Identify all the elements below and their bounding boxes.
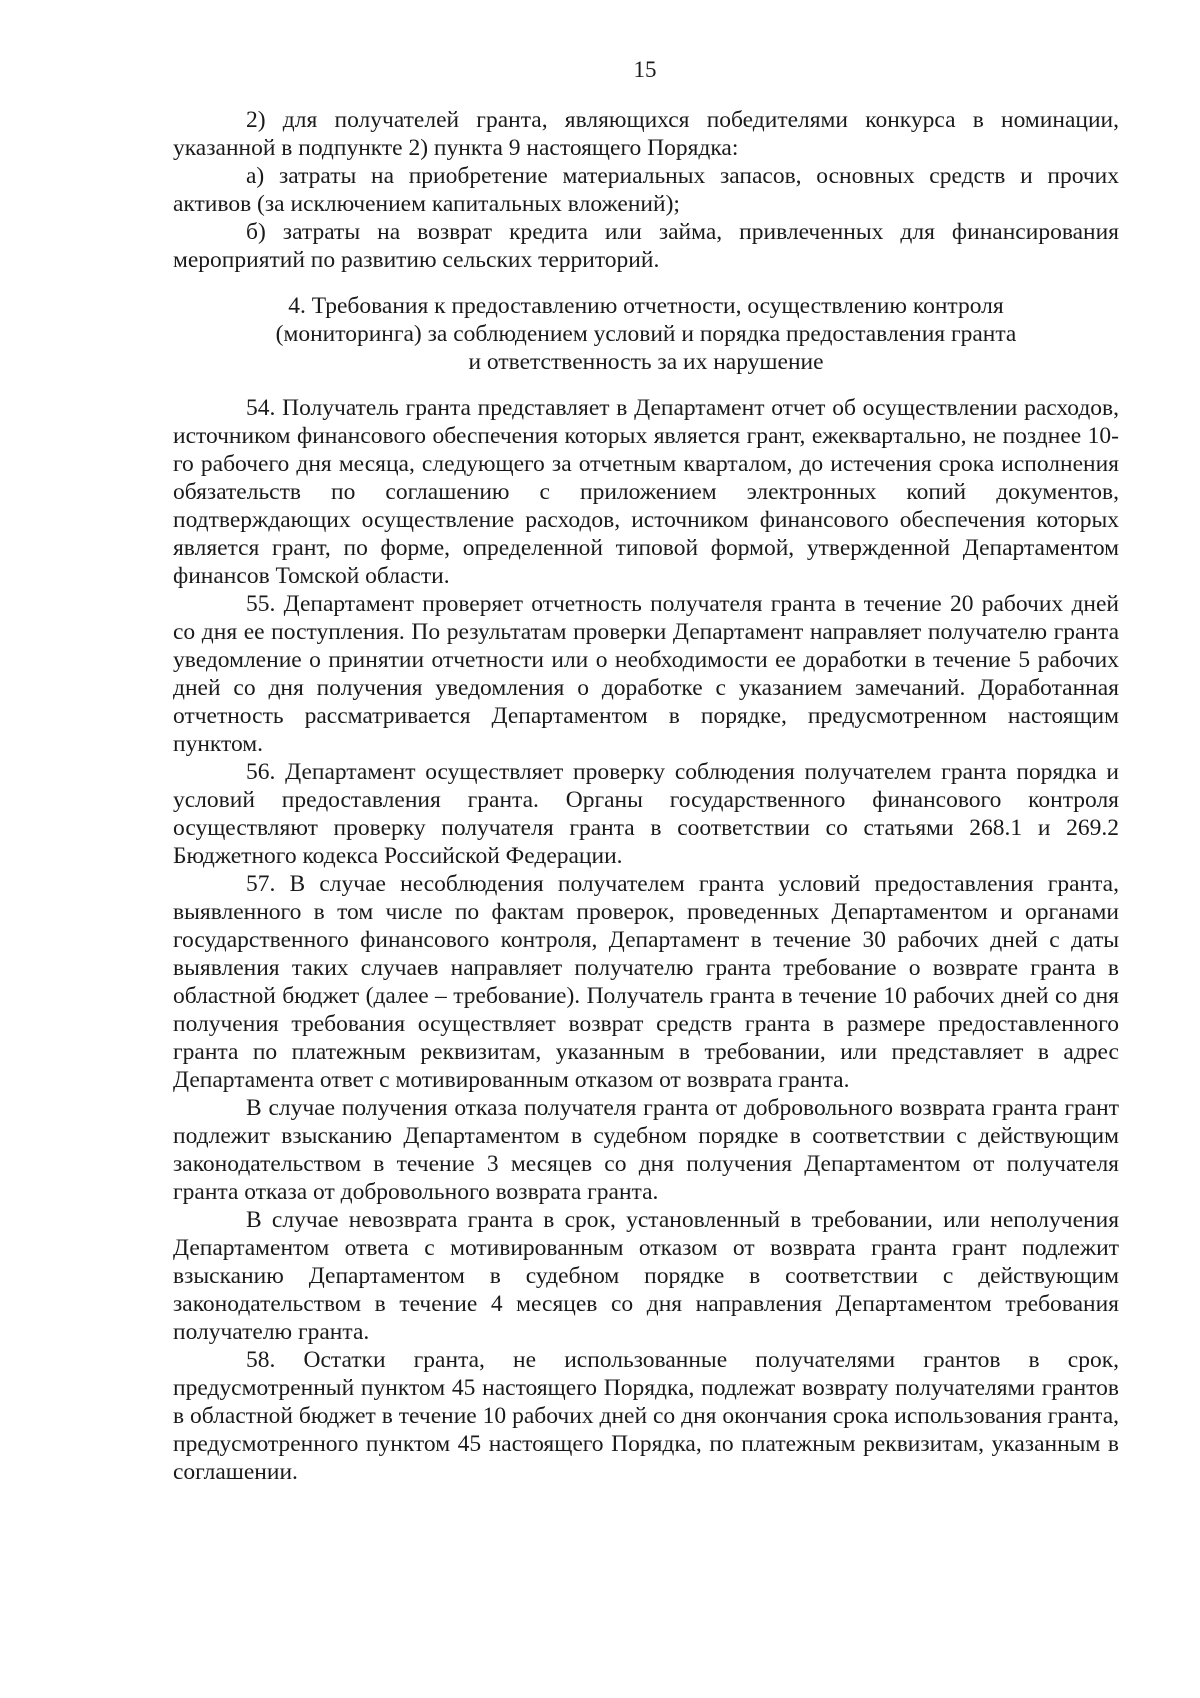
section-heading-line: 4. Требования к предоставлению отчетности, осуществлению контроля <box>288 293 1004 319</box>
paragraph-57-refusal: В случае получения отказа получателя гранта от добровольного возврата гранта грант подлежит взысканию Департаментом в судебном порядке в соответствии с действующим законодательством в течение 3 месяцев со дня получения Департаментом от получателя гранта отказа от добровольного возврата гранта. <box>173 1095 1119 1205</box>
paragraph-56: 56. Департамент осуществляет проверку соблюдения получателем гранта порядка и условий предоставления гранта. Органы государственного финансового контроля осуществляют проверку получателя гранта в соответствии со статьями 268.1 и 269.2 Бюджетного кодекса Российской Федерации. <box>173 759 1119 869</box>
paragraph-2b-costs: б) затраты на возврат кредита или займа, привлеченных для финансирования мероприятий по развитию сельских территорий. <box>173 219 1119 273</box>
section-heading <box>173 292 1119 376</box>
document-body <box>173 106 1119 1486</box>
paragraph-57-nonreturn: В случае невозврата гранта в срок, установленный в требовании, или неполучения Департаментом ответа с мотивированным отказом от возврата гранта грант подлежит взысканию Департаментом в судебном порядке в соответствии с действующим законодательством в течение 4 месяцев со дня направления Департаментом требования получателю гранта. <box>173 1207 1119 1345</box>
paragraph-2-recipients: 2) для получателей гранта, являющихся победителями конкурса в номинации, указанной в подпункте 2) пункта 9 настоящего Порядка: <box>173 107 1119 161</box>
paragraph-58: 58. Остатки гранта, не использованные получателями грантов в срок, предусмотренный пунктом 45 настоящего Порядка, подлежат возврату получателями грантов в областной бюджет в течение 10 рабочих дней со дня окончания срока использования гранта, предусмотренного пунктом 45 настоящего Порядка, по платежным реквизитам, указанным в соглашении. <box>173 1347 1119 1485</box>
paragraph-2a-costs: а) затраты на приобретение материальных запасов, основных средств и прочих активов (за исключением капитальных вложений); <box>173 163 1119 217</box>
paragraph-54: 54. Получатель гранта представляет в Департамент отчет об осуществлении расходов, источником финансового обеспечения которых является грант, ежеквартально, не позднее 10-го рабочего дня месяца, следующего за отчетным кварталом, до истечения срока исполнения обязательств по соглашению с приложением электронных копий документов, подтверждающих осуществление расходов, источником финансового обеспечения которых является грант, по форме, определенной типовой формой, утвержденной Департаментом финансов Томской области. <box>173 395 1119 589</box>
paragraph-57: 57. В случае несоблюдения получателем гранта условий предоставления гранта, выявленного в том числе по фактам проверок, проведенных Департаментом и органами государственного финансового контроля, Департамент в течение 30 рабочих дней с даты выявления таких случаев направляет получателю гранта требование о возврате гранта в областной бюджет (далее – требование). Получатель гранта в течение 10 рабочих дней со дня получения требования осуществляет возврат средств гранта в размере предоставленного гранта по платежным реквизитам, указанным в требовании, или представляет в адрес Департамента ответ с мотивированным отказом от возврата гранта. <box>173 871 1119 1093</box>
section-heading-line: (мониторинга) за соблюдением условий и порядка предоставления гранта <box>275 321 1017 347</box>
page-number: 15 <box>633 57 657 82</box>
paragraph-55: 55. Департамент проверяет отчетность получателя гранта в течение 20 рабочих дней со дня ее поступления. По результатам проверки Департамент направляет получателю гранта уведомление о принятии отчетности или о необходимости ее доработки в течение 5 рабочих дней со дня получения уведомления о доработке с указанием замечаний. Доработанная отчетность рассматривается Департаментом в порядке, предусмотренном настоящим пунктом. <box>173 591 1119 757</box>
section-heading-line: и ответственность за их нарушение <box>468 349 824 375</box>
